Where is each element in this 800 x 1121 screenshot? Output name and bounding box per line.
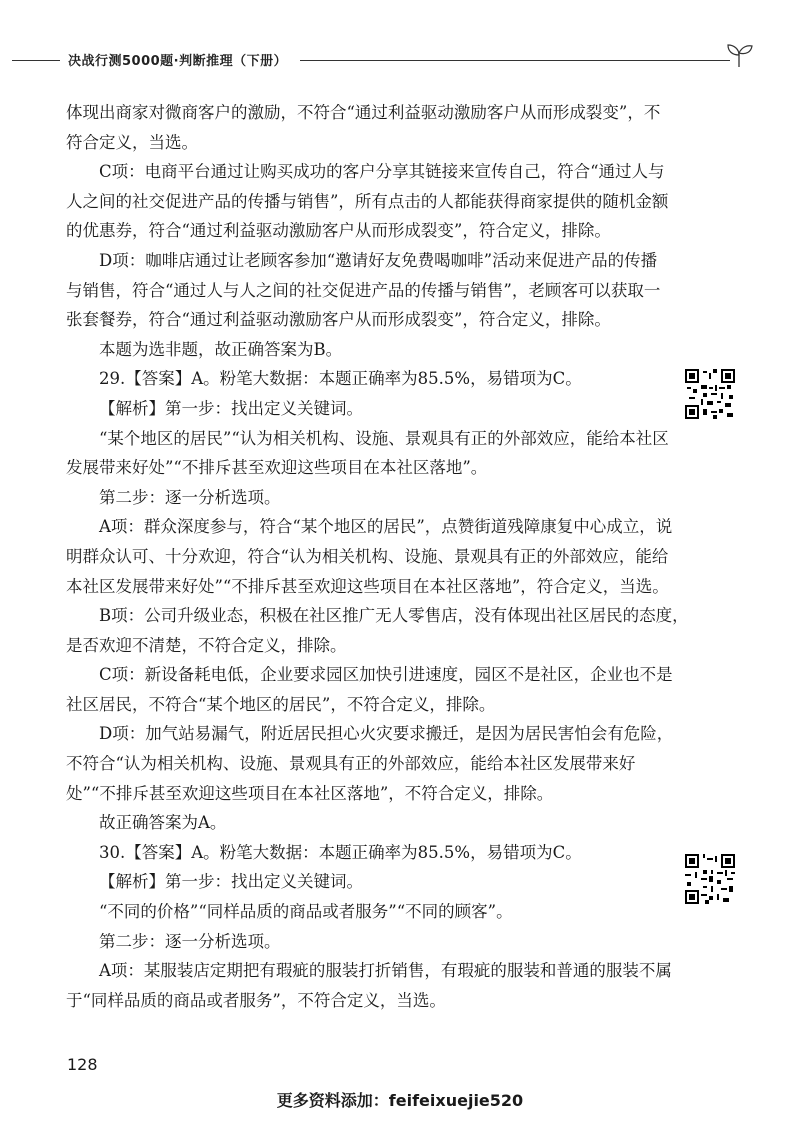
text-line: 张套餐券，符合“通过利益驱动激励客户从而形成裂变”，符合定义，排除。 xyxy=(66,310,611,330)
text-line: 明群众认可、十分欢迎，符合“认为相关机构、设施、景观具有正的外部效应，能给 xyxy=(66,546,669,566)
page-body xyxy=(66,98,689,1015)
text-line: A项：群众深度参与，符合“某个地区的居民”，点赞街道残障康复中心成立，说 xyxy=(99,517,673,537)
sprout-icon xyxy=(724,42,754,68)
text-line: 与销售，符合“通过人与人之间的社交促进产品的传播与销售”，老顾客可以获取一 xyxy=(66,280,661,300)
text-line: 29.【答案】A。粉笔大数据：本题正确率为85.5%，易错项为C。 xyxy=(99,369,582,389)
text-line: 发展带来好处”“不排斥甚至欢迎这些项目在本社区落地”。 xyxy=(66,458,488,478)
text-line: 是否欢迎不清楚，不符合定义，排除。 xyxy=(66,635,347,655)
text-line: 本题为选非题，故正确答案为B。 xyxy=(99,339,343,359)
text-line: 社区居民，不符合“某个地区的居民”，不符合定义，排除。 xyxy=(66,694,496,714)
text-line: B项：公司升级业态，积极在社区推广无人零售店，没有体现出社区居民的态度， xyxy=(99,606,689,626)
text-line: 符合定义，当选。 xyxy=(66,132,198,152)
footer-note: 更多资料添加：feifeixuejie520 xyxy=(276,1091,524,1110)
header-rule-left xyxy=(12,60,60,61)
text-line: “某个地区的居民”“认为相关机构、设施、景观具有正的外部效应，能给本社区 xyxy=(99,428,669,448)
text-line: 处”“不排斥甚至欢迎这些项目在本社区落地”，不符合定义，排除。 xyxy=(66,783,554,803)
text-line: 故正确答案为A。 xyxy=(99,813,227,833)
text-line: 30.【答案】A。粉笔大数据：本题正确率为85.5%，易错项为C。 xyxy=(99,842,582,862)
header-title: 决战行测5000题·判断推理（下册） xyxy=(68,54,288,69)
header-rule-right xyxy=(300,60,730,61)
text-line: A项：某服装店定期把有瑕疵的服装打折销售，有瑕疵的服装和普通的服装不属 xyxy=(99,961,672,981)
text-line: 人之间的社交促进产品的传播与销售”，所有点击的人都能获得商家提供的随机金额 xyxy=(66,191,669,211)
page-number: 128 xyxy=(67,1055,98,1074)
qr-code-icon[interactable] xyxy=(685,854,735,904)
text-line: 体现出商家对微商客户的激励，不符合“通过利益驱动激励客户从而形成裂变”，不 xyxy=(66,103,661,122)
text-line: 第二步：逐一分析选项。 xyxy=(99,487,281,507)
text-line: 于“同样品质的商品或者服务”，不符合定义，当选。 xyxy=(66,990,446,1010)
running-header xyxy=(0,48,800,74)
qr-code-icon[interactable] xyxy=(685,369,735,419)
text-line: “不同的价格”“同样品质的商品或者服务”“不同的顾客”。 xyxy=(99,902,513,922)
text-line: D项：加气站易漏气，附近居民担心火灾要求搬迁，是因为居民害怕会有危险， xyxy=(99,724,674,744)
text-line: 的优惠券，符合“通过利益驱动激励客户从而形成裂变”，符合定义，排除。 xyxy=(66,221,611,241)
text-line: C项：电商平台通过让购买成功的客户分享其链接来宣传自己，符合“通过人与 xyxy=(99,162,665,182)
text-line: D项：咖啡店通过让老顾客参加“邀请好友免费喝咖啡”活动来促进产品的传播 xyxy=(99,250,658,270)
text-line: 【解析】第一步：找出定义关键词。 xyxy=(99,872,363,892)
text-line: 【解析】第一步：找出定义关键词。 xyxy=(99,398,363,418)
text-line: 第二步：逐一分析选项。 xyxy=(99,931,281,951)
text-line: 不符合“认为相关机构、设施、景观具有正的外部效应，能给本社区发展带来好 xyxy=(66,754,636,774)
text-line: 本社区发展带来好处”“不排斥甚至欢迎这些项目在本社区落地”，符合定义，当选。 xyxy=(66,576,669,596)
text-line: C项：新设备耗电低，企业要求园区加快引进速度，园区不是社区，企业也不是 xyxy=(99,665,673,685)
